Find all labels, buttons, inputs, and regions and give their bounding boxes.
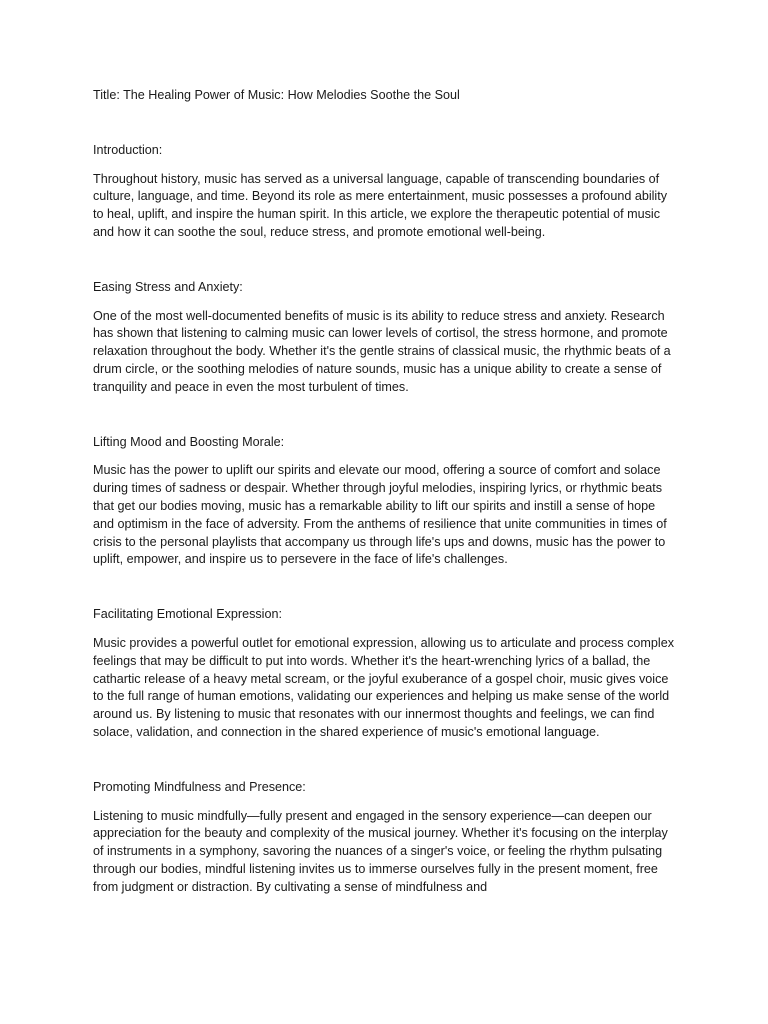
section-paragraph: Throughout history, music has served as a universal language, capable of transcending boundaries of culture, language, and time. Beyond its role as mere entertainment, music possesses a profound ability to heal, uplift, and inspire the human spirit. In this article, we explore the therapeutic potential of music and how it can soothe the soul, reduce stress, and promote emotional well-being.: [93, 171, 668, 239]
section-paragraph: Music has the power to uplift our spirits and elevate our mood, offering a source of comfort and solace during times of sadness or despair. Whether through joyful melodies, inspiring lyrics, or rhythmic beats that get our bodies moving, music has a remarkable ability to lift our spirits and instill a sense of hope and optimism in the face of adversity. From the anthems of resilience that unite communities in times of crisis to the personal playlists that accompany us through life's ups and downs, music has the power to uplift, empower, and inspire us to persevere in the face of life's challenges.: [93, 463, 667, 567]
section-heading: Promoting Mindfulness and Presence:: [93, 779, 306, 794]
section-introduction: [93, 142, 676, 242]
section-paragraph: Music provides a powerful outlet for emotional expression, allowing us to articulate and process complex feelings that may be difficult to put into words. Whether it's the heart-wrenching lyrics of a ballad, the cathartic release of a heavy metal scream, or the joyful exuberance of a gospel choir, music gives voice to the full range of human emotions, validating our experiences and helping us make sense of the world around us. By listening to music that resonates with our innermost thoughts and feelings, we can find solace, validation, and connection in the shared experience of music's emotional language.: [93, 635, 675, 739]
section-emotional-expression: [93, 606, 676, 742]
section-heading: Easing Stress and Anxiety:: [93, 279, 243, 294]
section-mindfulness: [93, 779, 676, 897]
section-paragraph: Listening to music mindfully—fully present and engaged in the sensory experience—can deepen our appreciation for the beauty and complexity of the musical journey. Whether it's focusing on the interplay of instruments in a symphony, savoring the nuances of a singer's voice, or feeling the rhythm pulsating through our bodies, mindful listening invites us to immerse ourselves fully in the present moment, free from judgment or distraction. By cultivating a sense of mindfulness and: [93, 808, 668, 894]
section-heading: Facilitating Emotional Expression:: [93, 607, 282, 622]
section-heading: Lifting Mood and Boosting Morale:: [93, 434, 285, 449]
section-heading: Introduction:: [93, 142, 163, 157]
section-paragraph: One of the most well-documented benefits of music is its ability to reduce stress and anxiety. Research has shown that listening to calming music can lower levels of cortisol, the stress hormone, and promote relaxation throughout the body. Whether it's the gentle strains of classical music, the rhythmic beats of a drum circle, or the soothing melodies of nature sounds, music has a unique ability to create a sense of tranquility and peace in even the most turbulent of times.: [93, 308, 671, 394]
document-content: [93, 87, 676, 934]
section-easing-stress: [93, 279, 676, 397]
section-lifting-mood: [93, 434, 676, 570]
document-title: Title: The Healing Power of Music: How Melodies Soothe the Soul: [93, 88, 460, 102]
